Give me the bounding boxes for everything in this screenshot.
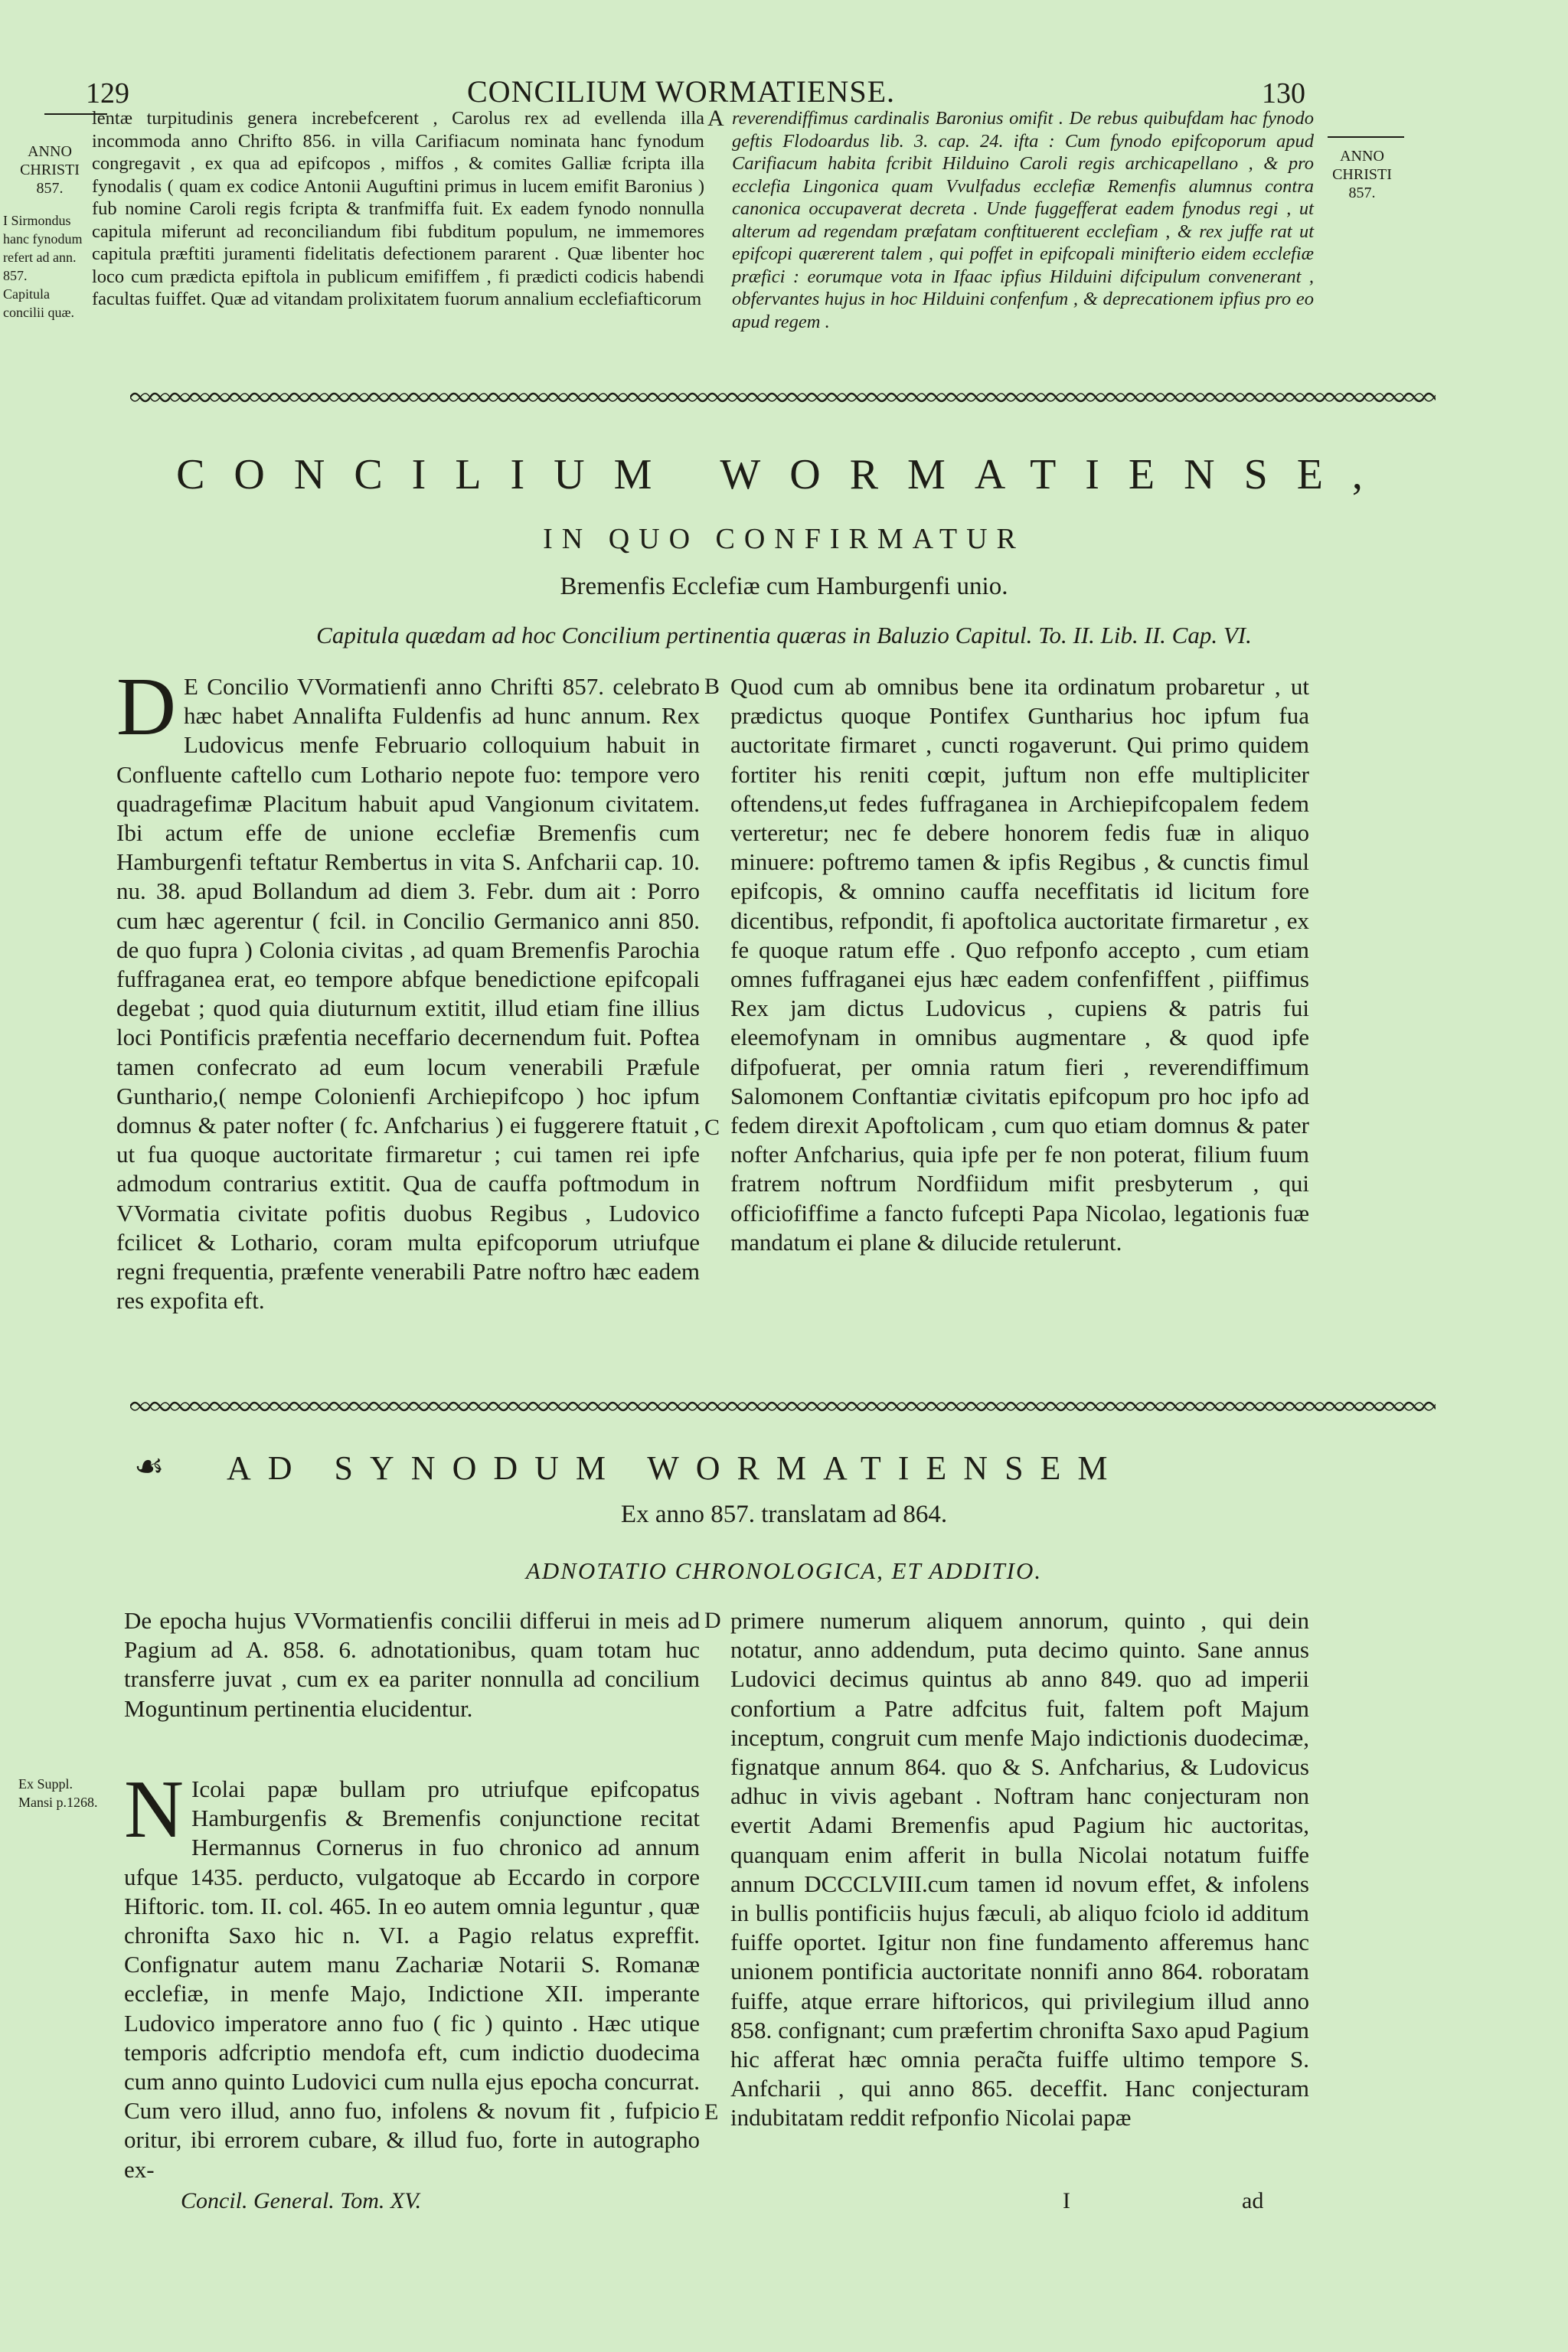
section2-intro: De epocha hujus VVormatienfis concilii differui in meis ad Pagium ad A. 858. 6. adnotationibus, quam totam huc transferre juvat , cum ex ea pariter nonnulla ad concilium Moguntinum pertinentia elucidentur. (124, 1607, 700, 1722)
section-title: CONCILIUM WORMATIENSE, (176, 451, 1392, 498)
footer-volume: Concil. General. Tom. XV. (181, 2188, 422, 2213)
drop-cap: D (116, 662, 176, 753)
section1-left-column (116, 662, 700, 1315)
margin-letter-c: C (704, 1115, 720, 1140)
section2-title: AD SYNODUM WORMATIENSEM (227, 1449, 1125, 1487)
anno-christi-right: ANNO CHRISTI 857. (1332, 148, 1392, 201)
ornamental-divider (130, 1398, 1436, 1415)
top-left-column: lentæ turpitudinis genera increbefcerent , Carolus rex ad evellenda illa incommoda anno Chrifto 856. in villa Carifiacum nominata hanc fynodum congregavit , ex qua ad epifcopos , miffos , & comites Galliæ fcripta illa fynodalis ( quam ex codice Antonii Auguftini primus in lucem emifit Baronius ) fub nomine Caroli regis fcripta & tranfmiffa fuit. Ex eadem fynodo nonnulla capitula miferunt ad reconciliandum fibi fubditum populum, ne immemores capitula præftiti juramenti fidelitatis defectionem pararent . Quæ libenter hoc loco cum prædicta epiftola in publicum emififfem , fi prædicti codicis habendi facultas fuiffet. Quæ ad vitandam prolixitatem fuorum annalium ecclefiafticorum (92, 108, 704, 309)
section2-left-text: Icolai papæ bullam pro utriufque epifcopatus Hamburgenfis & Bremenfis conjunctione recitat Hermannus Cornerus in fuo chronico ad annum ufque 1435. perducto, vulgatoque ab Eccardo in corpore Hiftoric. tom. II. col. 465. In eo autem omnia leguntur , quæ chronifta Saxo hic n. VI. a Pagio relatus expreffit. Confignatur autem manu Zachariæ Notarii S. Romanæ ecclefiæ, in menfe Majo, Indictione XII. imperante Ludovico imperatore anno fuo ( fic ) quinto . Hæc utique temporis adfcriptio mendofa eft, cum indictio duodecima cum anno quinto Ludovici cum nulla ejus epocha concurrat. Cum vero illud, anno fuo, infolens & novum fit , fufpicio oritur, ibi errorem cubare, & illud fuo, forte in autographo ex- (124, 1775, 700, 2183)
side-note: hanc fynodum (3, 231, 83, 247)
drop-cap: N (124, 1764, 184, 1855)
section2-left-column (124, 1764, 700, 2184)
section-subtitle: IN QUO CONFIRMATUR (543, 523, 1025, 555)
ornamental-divider (130, 389, 1436, 406)
section2-subtitle-2: ADNOTATIO CHRONOLOGICA, ET ADDITIO. (525, 1557, 1043, 1584)
running-title: CONCILIUM WORMATIENSE. (467, 74, 896, 109)
anno-christi-left: ANNO CHRISTI 857. (20, 143, 80, 197)
section1-right-column: Quod cum ab omnibus bene ita ordinatum probaretur , ut prædictus quoque Pontifex Guntharius hoc ipfum fua auctoritate firmaret , cuncti rogaverunt. Qui primo quidem fortiter his reniti cœpit, juftum non effe multipliciter oftendens,ut fedes fuffraganea in Archiepifcopalem fedem verteretur; nec fe debere honorem fedis fuæ in aliquo minuere: poftremo tamen & ipfis Regibus , & cunctis fimul epifcopis, & omnino cauffa neceffitatis id licitum fore dicentibus, refpondit, fi apoftolica auctoritate firmaretur , ex fe quoque ratum effe . Quo refponfo accepto , cum etiam omnes fuffraganei ejus hæc eadem confenfiffent , piiffimus Rex jam dictus Ludovicus , cupiens & patris fui eleemofynam in omnibus augmentare , & quod ipfe difpofuerat, per omnia ratum fieri , reverendiffimum Salomonem Conftantiæ civitatis epifcopum pro hoc ipfo ad fedem direxit Apoftolicam , cum quo etiam domnus & pater nofter Anfcharius, quia ipfe per fe non poterat, filium fuum fratrem noftrum Nordfiidum mifit presbyterum , qui officiofiffime a fancto fufcepti Papa Nicolao, legationis fuæ mandatum ei plane & dilucide retulerunt. (730, 673, 1309, 1256)
side-note: concilii quæ. (3, 305, 74, 320)
footer-catchword: ad (1242, 2188, 1264, 2213)
margin-rule-right (1328, 136, 1404, 138)
margin-letter-a: A (707, 106, 724, 131)
section1-left-text: E Concilio VVormatienfi anno Chrifti 857. celebrato hæc habet Annalifta Fuldenfis ad hunc annum. Rex Ludovicus menfe Februario colloquium habuit in Confluente caftello cum Lothario nepote fuo: tempore vero quadragefimæ Placitum habuit apud Vangionum civitatem. Ibi actum effe de unione ecclefiæ Bremenfis cum Hamburgenfi teftatur Rembertus in vita S. Anfcharii cap. 10. nu. 38. apud Bollandum ad diem 3. Febr. dum ait : Porro cum hæc agerentur ( fcil. in Concilio Germanico anni 850. de quo fupra ) Colonia civitas , ad quam Bremenfis Parochia fuffraganea erat, eo tempore abfque benedictione epifcopali degebat ; quod quia diuturnum extitit, illud etiam fine illius loci Pontificis præfentia neceffario decernendum fuit. Poftea tamen confecrato ad eum locum venerabili Præfule Gunthario,( nempe Colonienfi Archiepifcopo ) hoc ipfum domnus & pater nofter ( fc. Anfcharius ) ei fuggerere ftatuit , ut fua quoque auctoritate firmaretur ; cui tamen rei ipfe admodum contrarius extitit. Qua de cauffa poftmodum in VVormatia civitate pofitis duobus Regibus , Ludovico fcilicet & Lothario, coram multa epifcoporum utriufque regni frequentia, præfente venerabili Patre noftro hæc eadem res expofita eft. (116, 673, 700, 1315)
margin-letter-e: E (704, 2099, 719, 2125)
section-subtitle-3: Capitula quædam ad hoc Concilium pertinentia quæras in Baluzio Capitul. To. II. Lib. II. Cap. VI. (316, 622, 1252, 648)
top-right-column: reverendiffimus cardinalis Baronius omifit . De rebus quibufdam hac fynodo geftis Flodoardus lib. 3. cap. 24. ifta : Cum fynodo epifcoporum apud Carifiacum habita fcribit Hilduino Caroli regis archicapellano , & pro ecclefia Lingonica quam Vvulfadus ecclefiæ Remenfis alumnus contra canonica occupaverat decreta . Unde fuggefferat eadem fynodus regi , ut alterum ad regendam præfatam conftituerent ecclefiam , & rex juffe rat ut epifcopi quærerent talem , qui poffet in epifcopali minifterio eidem ecclefiæ præfici : eorumque vota in Ifaac ipfius Hilduini difcipulum convenerant , obfervantes hujus in hoc Hilduini confenfum , & deprecationem ipfius pro eo apud regem . (732, 108, 1314, 332)
side-note: 857. (3, 268, 28, 283)
section-subtitle-2: Bremenfis Ecclefiæ cum Hamburgenfi unio. (560, 573, 1008, 600)
supplement-note: Ex Suppl. Mansi p.1268. (18, 1776, 98, 1810)
section2-right-column: primere numerum aliquem annorum, quinto , qui dein notatur, anno addendum, puta decimo quinto. Sane annus Ludovici decimus quintus ab anno 849. quo ad imperii confortium a Patre adfcitus fuit, faltem poft Majum inceptum, congruit cum menfe Majo indictionis duodecimæ, fignatque annum 864. quo & S. Anfcharius, & Ludovicus adhuc in vivis agebant . Noftram hanc conjecturam non evertit Adami Bremenfis apud Pagium hic auctoritas, quanquam enim afferit in bulla Nicolai notatum fuiffe annum DCCCLVIII.cum tamen id novum effet, & infolens in bullis pontificiis hujus fæculi, ab aliquo fciolo id additum fuiffe oportet. Igitur non fine fundamento afferemus hanc unionem pontificia auctoritate nonnifi anno 864. roboratam fuiffe, atque errare hiftoricos, qui privilegium illud anno 858. confignant; cum præfertim chronifta Saxo apud Pagium hic afferat hæc omnia perac̃ta fuiffe ultimo tempore S. Anfcharii , qui anno 865. deceffit. Hanc conjecturam indubitatam reddit refponfio Nicolai papæ (730, 1607, 1309, 2132)
side-note: Capitula (3, 286, 50, 302)
side-note: refert ad ann. (3, 250, 77, 265)
section2-subtitle: Ex anno 857. translatam ad 864. (620, 1501, 948, 1528)
margin-letter-b: B (704, 674, 720, 699)
fleuron-icon: ☙ (134, 1448, 165, 1485)
page-number-left: 129 (86, 77, 129, 109)
footer-signature: I (1063, 2188, 1070, 2213)
side-note: I Sirmondus (3, 213, 71, 228)
margin-letter-d: D (704, 1608, 721, 1633)
page-number-right: 130 (1262, 77, 1305, 109)
